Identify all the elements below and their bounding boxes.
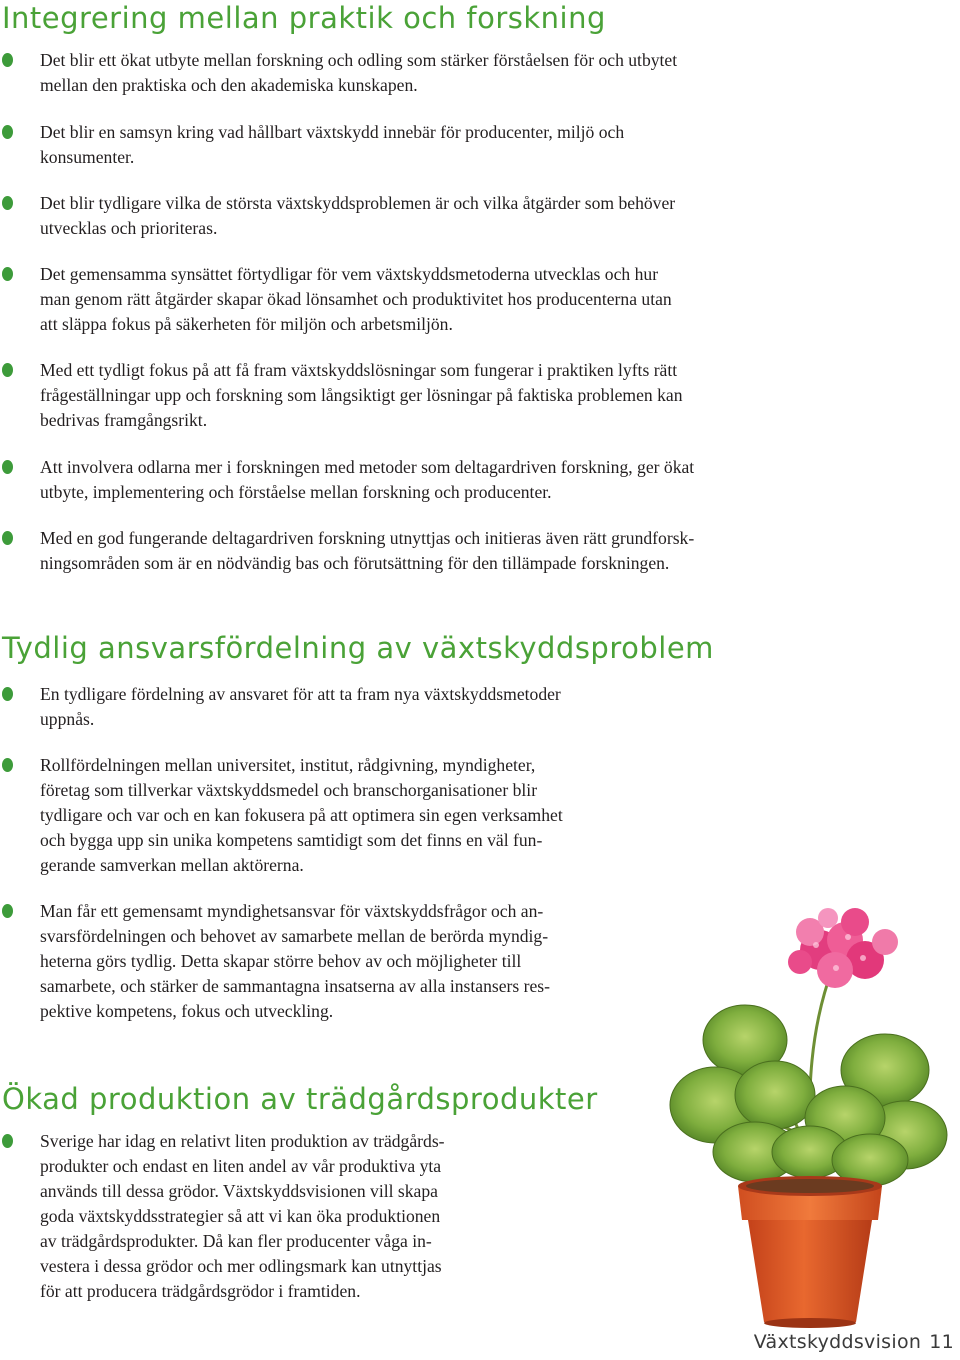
bullet-item bbox=[40, 526, 694, 576]
bullet-text: Sverige har idag en relativt liten produktion av trädgårds- produkter och endast en liten andel av vår produktiva yta används till dessa grödor. Växtskyddsvisionen vill skapa goda växtskyddsstrategier så att vi kan öka produktionen av trädgårdsprodukter. Då kan fler producenter våga in- vestera i dessa grödor och mer odlingsmark kan utnyttjas för att producera trädgårdsgrödor i framtiden. bbox=[40, 1131, 445, 1301]
bullet-text: Med en god fungerande deltagardriven forskning utnyttjas och initieras även rätt grundforsk- ningsområden som är en nödvändig bas och förutsättning för den tillämpade forskningen. bbox=[40, 528, 695, 573]
bullet-dot-icon bbox=[2, 758, 13, 772]
bullet-dot-icon bbox=[2, 196, 13, 210]
bullet-item bbox=[40, 1129, 445, 1304]
bullet-item bbox=[40, 120, 624, 170]
bullet-item bbox=[40, 48, 677, 98]
bullet-text: Med ett tydligt fokus på att få fram växtskyddslösningar som fungerar i praktiken lyfts rätt frågeställningar upp och forskning som långsiktigt ger lösningar på faktiska problemen kan bedrivas framgångsrikt. bbox=[40, 360, 683, 430]
potted-geranium-image bbox=[660, 890, 960, 1330]
bullet-text: Rollfördelningen mellan universitet, institut, rådgivning, myndigheter, företag som tillverkar växtskyddsmedel och branschorganisationer blir tydligare och var och en kan fokusera på att optimera sin egen verksamhet och bygga upp sin unika kompetens samtidigt som det finns en väl fun- gerande samverkan mellan aktörerna. bbox=[40, 755, 563, 875]
bullet-text: Att involvera odlarna mer i forskningen med metoder som deltagardriven forskning, ger ökat utbyte, implementering och förståelse mellan forskning och producenter. bbox=[40, 457, 695, 502]
bullet-dot-icon bbox=[2, 460, 13, 474]
bullet-dot-icon bbox=[2, 904, 13, 918]
bullet-dot-icon bbox=[2, 125, 13, 139]
bullet-dot-icon bbox=[2, 531, 13, 545]
bullet-item bbox=[40, 455, 694, 505]
page-footer bbox=[754, 1331, 954, 1353]
bullet-text: Det gemensamma synsättet förtydligar för vem växtskyddsmetoderna utvecklas och hur man genom rätt åtgärder skapar ökad lönsamhet och produktivitet hos producenterna utan att släppa fokus på säkerheten för miljön och arbetsmiljön. bbox=[40, 264, 672, 334]
bullet-item bbox=[40, 682, 561, 732]
bullet-item bbox=[40, 753, 563, 878]
bullet-item bbox=[40, 358, 683, 433]
bullet-item bbox=[40, 191, 675, 241]
bullet-text: En tydligare fördelning av ansvaret för att ta fram nya växtskyddsmetoder uppnås. bbox=[40, 684, 561, 729]
section-title-integration: Integrering mellan praktik och forskning bbox=[2, 1, 606, 35]
bullet-text: Det blir en samsyn kring vad hållbart växtskydd innebär för producenter, miljö och konsumenter. bbox=[40, 122, 625, 167]
bullet-text: Man får ett gemensamt myndighetsansvar för växtskyddsfrågor och an- svarsfördelningen och behovet av samarbete mellan de berörda myndig- heterna görs tydlig. Detta skapar större behov av och möjligheter till samarbete, och stärker de sammantagna insatserna av alla instansers res- pektive kompetens, fokus och utveckling. bbox=[40, 901, 551, 1021]
publication-name: Växtskyddsvision bbox=[753, 1331, 922, 1353]
bullet-dot-icon bbox=[2, 1134, 13, 1148]
bullet-dot-icon bbox=[2, 53, 13, 67]
bullet-dot-icon bbox=[2, 363, 13, 377]
bullet-text: Det blir tydligare vilka de största växtskyddsproblemen är och vilka åtgärder som behöver utvecklas och prioriteras. bbox=[40, 193, 676, 238]
page-number: 11 bbox=[929, 1331, 954, 1353]
bullet-text: Det blir ett ökat utbyte mellan forskning och odling som stärker förståelsen för och utbytet mellan den praktiska och den akademiska kunskapen. bbox=[40, 50, 678, 95]
section-title-responsibility: Tydlig ansvarsfördelning av växtskyddsproblem bbox=[2, 631, 714, 665]
bullet-dot-icon bbox=[2, 687, 13, 701]
bullet-dot-icon bbox=[2, 267, 13, 281]
section-title-production: Ökad produktion av trädgårdsprodukter bbox=[2, 1082, 598, 1116]
bullet-item bbox=[40, 262, 672, 337]
bullet-item bbox=[40, 899, 550, 1024]
